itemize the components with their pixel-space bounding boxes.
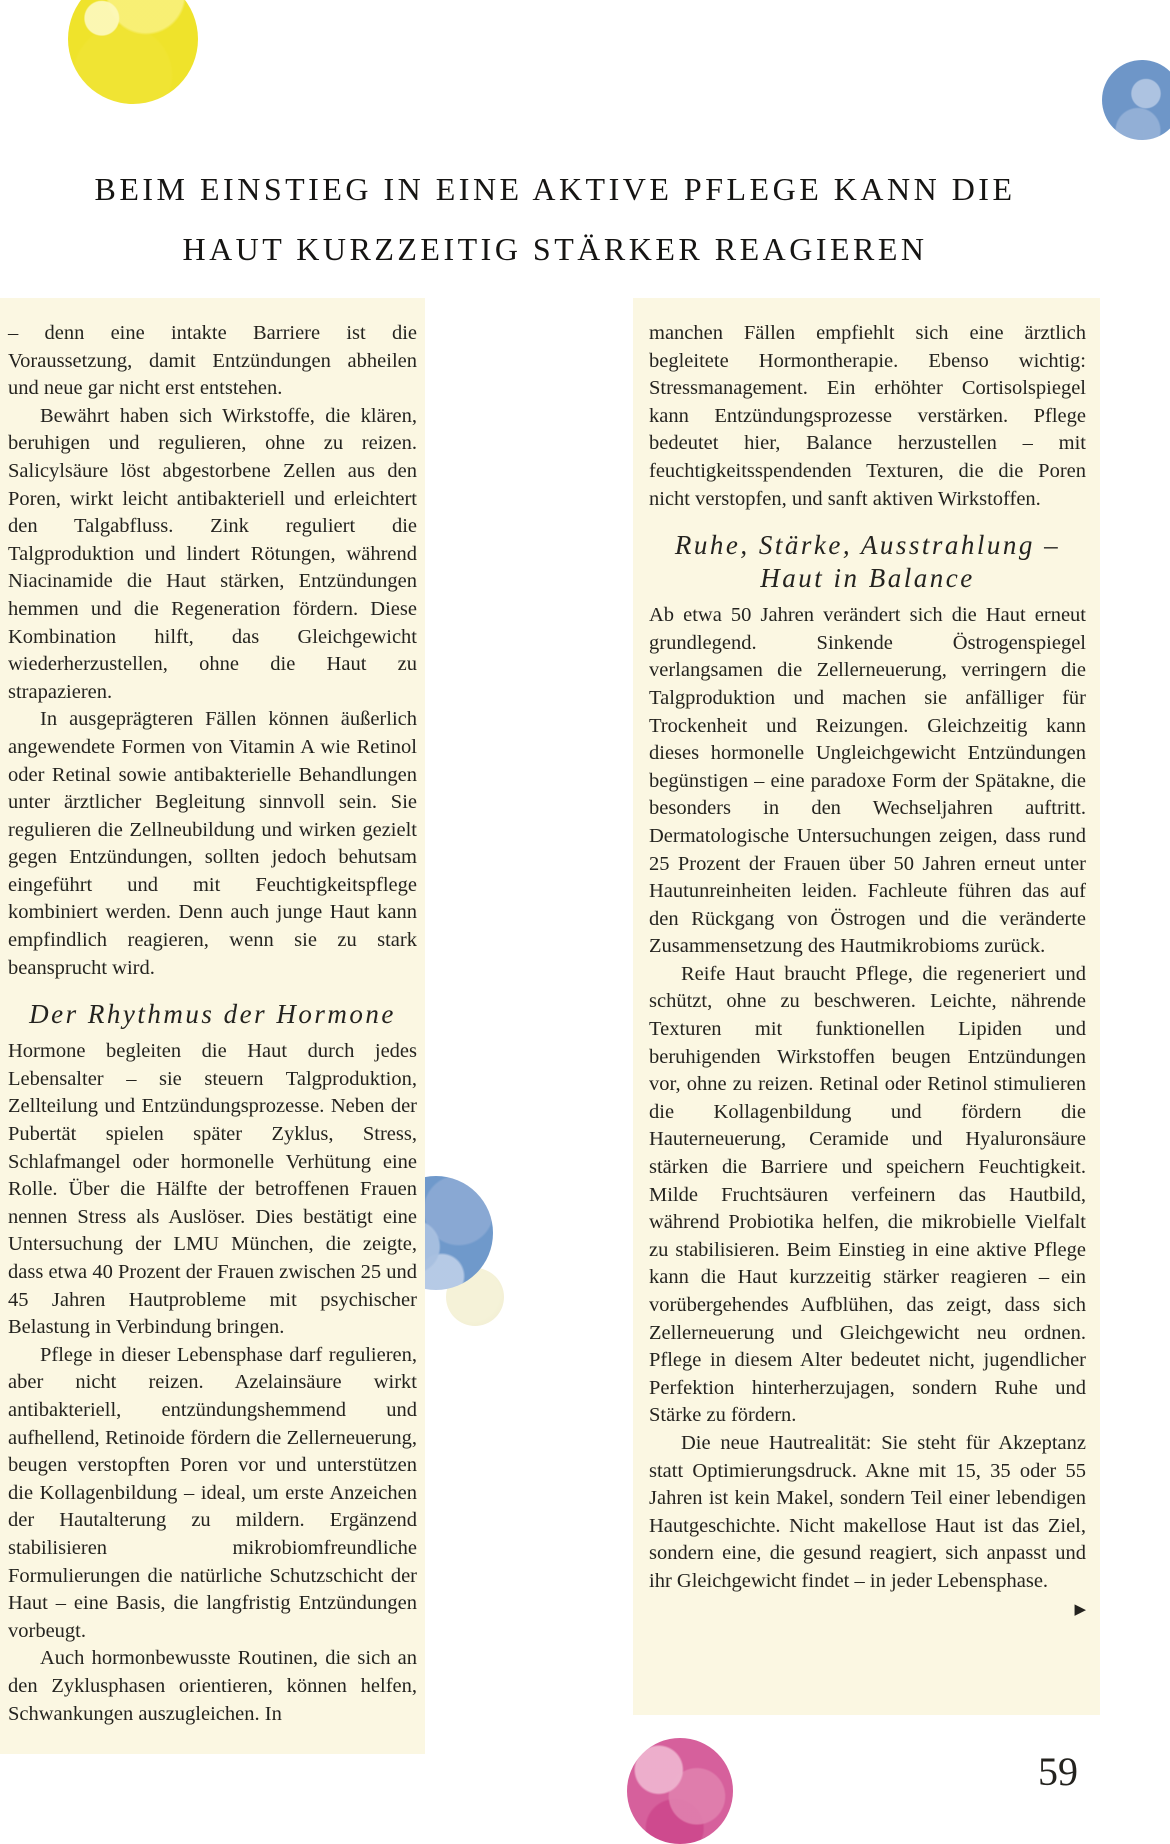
page-headline [25,159,1085,279]
continue-arrow-icon: ▶ [1074,1599,1086,1618]
watercolor-dot-yellow-top-left-icon [68,0,198,104]
paragraph: Hormone begleiten die Haut durch jedes Lebensalter – sie steuern Talgproduktion, Zellteilung und Entzündungsprozesse. Neben der Pubertät spielen später Zyklus, Stress, Schlafmangel oder hormonelle Verhütung eine Rolle. Über die Hälfte der betroffenen Frauen nennen Stress als Auslöser. Dies bestätigt eine Untersuchung der LMU München, die zeigte, dass etwa 40 Prozent der Frauen zwischen 25 und 45 Jahren Hautprobleme mit psychischer Belastung in Verbindung bringen. [8,1040,417,1339]
subheading-line-1: Ruhe, Stärke, Ausstrahlung – [674,530,1061,561]
headline-line-1: BEIM EINSTIEG IN EINE AKTIVE PFLEGE KANN DIE [94,171,1016,208]
headline-line-2: HAUT KURZZEITIG STÄRKER REAGIEREN [182,231,928,268]
paragraph-text: Die neue Hautrealität: Sie steht für Akzeptanz statt Optimierungsdruck. Akne mit 15, 35 oder 55 Jahren ist kein Makel, sondern Teil einer lebendigen Hautgeschichte. Nicht makellose Haut ist das Ziel, sondern eine, die gesund reagiert, sich anpasst und ihr Gleichgewicht findet – in jeder Lebensphase. [649,1431,1086,1592]
page-number: 59 [1038,1749,1078,1794]
paragraph-intro: – denn eine intakte Barriere ist die Voraussetzung, damit Entzündungen abheilen und neue gar nicht erst entstehen. [8,322,417,400]
paragraph: In ausgeprägteren Fällen können äußerlich angewendete Formen von Vitamin A wie Retinol oder Retinal sowie antibakterielle Behandlungen unter ärztlicher Begleitung sinnvoll sein. Sie regulieren die Zellneubildung und wirken gezielt gegen Entzündungen, sollten jedoch behutsam eingeführt und mit Feuchtigkeitspflege kombiniert werden. Denn auch junge Haut kann empfindlich reagieren, wenn sie zu stark beansprucht wird. [8,708,417,979]
paragraph: Ab etwa 50 Jahren verändert sich die Haut erneut grundlegend. Sinkende Östrogenspiegel verlangsamen die Zellerneuerung, verringern die Talgproduktion und machen sie anfälliger für Trockenheit und Reizungen. Gleichzeitig kann dieses hormonelle Ungleichgewicht Entzündungen begünstigen – eine paradoxe Form der Spätakne, die besonders in den Wechseljahren auftritt. Dermatologische Untersuchungen zeigen, dass rund 25 Prozent der Frauen über 50 Jahren erneut unter Hautunreinheiten leiden. Fachleute führen das auf den Rückgang von Östrogen und die veränderte Zusammensetzung des Hautmikrobioms zurück. [649,604,1086,958]
watercolor-dot-blue-top-right-icon [1102,60,1170,140]
paragraph: Pflege in dieser Lebensphase darf regulieren, aber nicht reizen. Azelainsäure wirkt antibakteriell, entzündungshemmend und aufhellend, Retinoide fördern die Zellerneuerung, beugen verstopften Poren vor und unterstützen die Kollagenbildung – ideal, um erste Anzeichen der Hautalterung zu mildern. Ergänzend stabilisieren mikrobiomfreundliche Formulierungen die natürliche Schutzschicht der Haut – eine Basis, die langfristig Entzündungen vorbeugt. [8,1343,417,1642]
paragraph: Bewährt haben sich Wirkstoffe, die klären, beruhigen und regulieren, ohne zu reizen. Salicylsäure löst abgestorbene Zellen aus den Poren, wirkt leicht antibakteriell und erleichtert den Talgabfluss. Zink reguliert die Talgproduktion und lindert Rötungen, während Niacinamide die Haut stärken, Entzündungen hemmen und die Regeneration fördern. Diese Kombination hilft, das Gleichgewicht wiederherzustellen, ohne die Haut zu strapazieren. [8,404,417,703]
watercolor-dot-pink-bottom-icon [627,1738,733,1844]
paragraph-last [649,1430,1086,1618]
paragraph: Auch hormonbewusste Routinen, die sich an den Zyklusphasen orientieren, können helfen, Schwankungen auszugleichen. In [8,1647,417,1725]
subheading-rhythmus-der-hormone: Der Rhythmus der Hormone [29,999,396,1030]
subheading-haut-in-balance [649,529,1086,595]
text-column-right [633,298,1100,1715]
text-column-left [0,298,425,1754]
paragraph: Reife Haut braucht Pflege, die regeneriert und schützt, ohne zu beschweren. Leichte, nährende Texturen mit funktionellen Lipiden und beruhigenden Wirkstoffen beugen Entzündungen vor, ohne zu reizen. Retinal oder Retinol stimulieren die Kollagenbildung und fördern die Hauterneuerung, Ceramide und Hyaluronsäure stärken die Barriere und speichern Feuchtigkeit. Milde Fruchtsäuren verfeinern das Hautbild, während Probiotika helfen, die mikrobielle Vielfalt zu stabilisieren. Beim Einstieg in eine aktive Pflege kann die Haut kurzzeitig stärker reagieren – ein vorübergehendes Aufblühen, das zeigt, dass sich Zellerneuerung und Gleichgewicht neu ordnen. Pflege in diesem Alter bedeutet nicht, jugendlicher Perfektion hinterherzujagen, sondern Ruhe und Stärke zu fördern. [649,962,1086,1427]
subheading-line-2: Haut in Balance [760,563,975,594]
paragraph: manchen Fällen empfiehlt sich eine ärztlich begleitete Hormontherapie. Ebenso wichtig: Stressmanagement. Ein erhöhter Cortisolspiegel kann Entzündungsprozesse verstärken. Pflege bedeutet hier, Balance herzustellen – mit feuchtigkeitsspendenden Texturen, die die Poren nicht verstopfen, und sanft aktiven Wirkstoffen. [649,322,1086,510]
